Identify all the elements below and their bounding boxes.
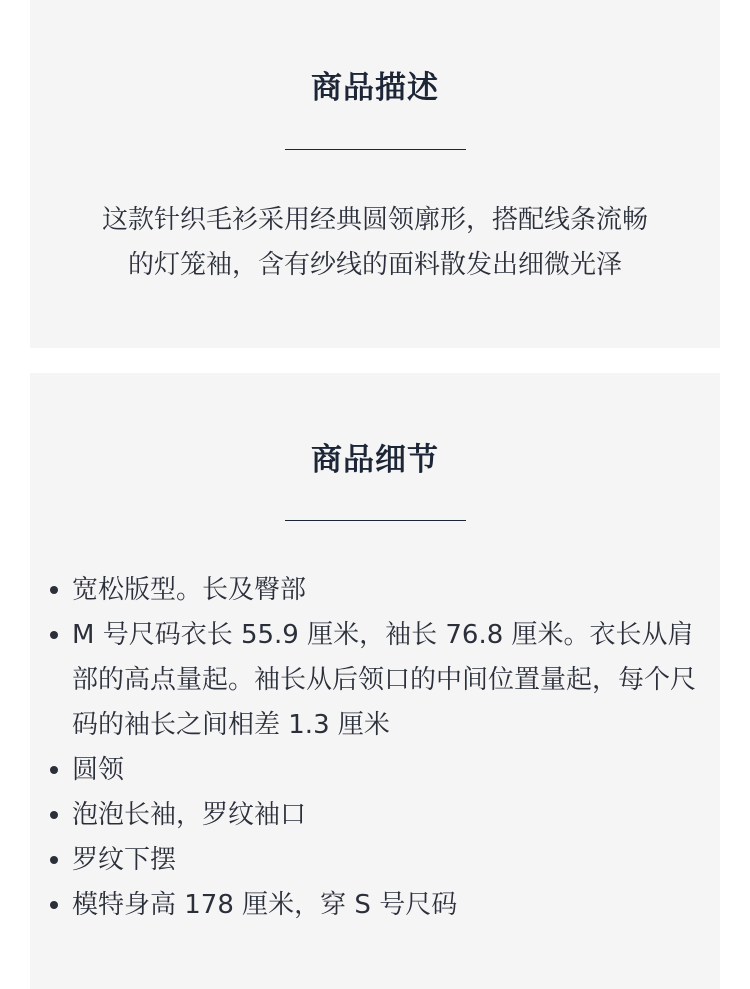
list-item-text: 宽松版型。长及臀部: [72, 575, 307, 605]
bullet-icon: [50, 856, 58, 864]
list-item: [72, 568, 702, 613]
bullet-icon: [50, 586, 58, 594]
list-item-text: M 号尺码衣长 55.9 厘米，袖长 76.8 厘米。衣长从肩部的高点量起。袖长从后领口的中间位置量起，每个尺码的袖长之间相差 1.3 厘米: [72, 620, 697, 740]
list-item: [72, 883, 702, 928]
list-item-text: 罗纹下摆: [72, 845, 177, 875]
bullet-icon: [50, 631, 58, 639]
description-line-1: 这款针织毛衫采用经典圆领廓形，搭配线条流畅: [101, 205, 648, 235]
product-details-card: [30, 373, 720, 989]
list-item-text: 模特身高 178 厘米，穿 S 号尺码: [72, 890, 458, 920]
title-divider: [285, 520, 466, 521]
product-description-text: [68, 198, 682, 288]
product-description-title: 商品描述: [311, 70, 439, 106]
bullet-icon: [50, 766, 58, 774]
product-description-card: [30, 0, 720, 348]
list-item: [72, 793, 702, 838]
product-details-list: [72, 568, 702, 928]
title-divider: [285, 149, 466, 150]
list-item: [72, 838, 702, 883]
list-item: [72, 613, 702, 748]
description-line-2: 的灯笼袖，含有纱线的面料散发出细微光泽: [127, 250, 622, 280]
list-item-text: 圆领: [72, 755, 125, 785]
list-item: [72, 748, 702, 793]
bullet-icon: [50, 901, 58, 909]
bullet-icon: [50, 811, 58, 819]
list-item-text: 泡泡长袖，罗纹袖口: [72, 800, 307, 830]
product-details-title: 商品细节: [311, 442, 439, 478]
